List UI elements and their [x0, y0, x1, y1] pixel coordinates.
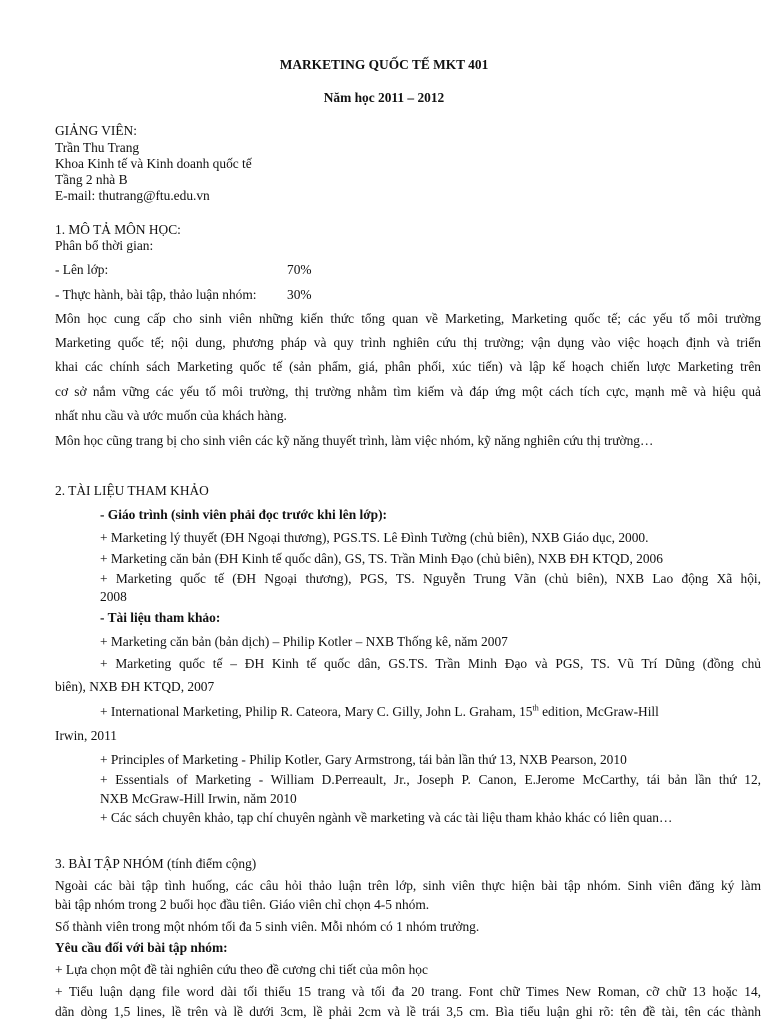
requirements-heading: Yêu cầu đối với bài tập nhóm: [55, 940, 228, 955]
reference-item: + Marketing quốc tế – ĐH Kinh tế quốc dân, GS.TS. Trần Minh Đạo và PGS, TS. Vũ Trí Dũng (đồng chủ [100, 656, 761, 671]
reference-item-cont: biên), NXB ĐH KTQD, 2007 [55, 679, 215, 694]
description-line: Marketing quốc tế; nội dung, phương pháp và quy trình nghiên cứu thị trường; vận dụng vào việc hoạch định và triển [55, 335, 761, 350]
requirement-item: + Lựa chọn một đề tài nghiên cứu theo đề cương chi tiết của môn học [55, 962, 428, 977]
section-1-heading: 1. MÔ TẢ MÔN HỌC: [55, 222, 181, 237]
textbook-heading: - Giáo trình (sinh viên phải đọc trước khi lên lớp): [100, 507, 387, 522]
allocation-label: - Lên lớp: [55, 262, 109, 277]
reference-item: + International Marketing, Philip R. Cateora, Mary C. Gilly, John L. Graham, 15th edition, McGraw-Hill [100, 703, 659, 719]
description-line: cơ sở nắm vững các yếu tố môi trường, thị trường nhằm tìm kiếm và đáp ứng một cách tích cực, mạnh mẽ và hiệu quả [55, 384, 761, 399]
lecturer-location: Tầng 2 nhà B [55, 172, 128, 187]
description-paragraph: Môn học cũng trang bị cho sinh viên các kỹ năng thuyết trình, làm việc nhóm, kỹ năng nghiên cứu thị trường… [55, 433, 654, 448]
description-line: Môn học cung cấp cho sinh viên những kiến thức tổng quan về Marketing, Marketing quốc tế; các yếu tố môi trường [55, 311, 761, 326]
reference-item: + Principles of Marketing - Philip Kotler, Gary Armstrong, tái bản lần thứ 13, NXB Pearson, 2010 [100, 752, 627, 767]
group-text-line: Số thành viên trong một nhóm tối đa 5 sinh viên. Mỗi nhóm có 1 nhóm trưởng. [55, 919, 480, 934]
textbook-item: + Marketing căn bản (ĐH Kinh tế quốc dân), GS, TS. Trần Minh Đạo (chủ biên), NXB ĐH KTQD, 2006 [100, 551, 663, 566]
allocation-value: 30% [287, 287, 312, 302]
textbook-item-cont: 2008 [100, 589, 127, 604]
reference-item: + Marketing căn bản (bản dịch) – Philip Kotler – NXB Thống kê, năm 2007 [100, 634, 508, 649]
textbook-item: + Marketing lý thuyết (ĐH Ngoại thương), PGS.TS. Lê Đình Tường (chủ biên), NXB Giáo dục, 2000. [100, 530, 649, 545]
description-line: nhất nhu cầu và ước muốn của khách hàng. [55, 408, 287, 423]
section-3-heading: 3. BÀI TẬP NHÓM (tính điểm cộng) [55, 856, 257, 871]
reference-item-cont: NXB McGraw-Hill Irwin, năm 2010 [100, 791, 297, 806]
reference-item-cont: Irwin, 2011 [55, 728, 117, 743]
references-heading: - Tài liệu tham khảo: [100, 610, 221, 625]
description-line: khai các chính sách Marketing quốc tế (sản phẩm, giá, phân phối, xúc tiến) và lập kế hoạch chiến lược Marketing trên [55, 359, 761, 374]
lecturer-heading: GIẢNG VIÊN: [55, 123, 137, 138]
lecturer-name: Trần Thu Trang [55, 140, 140, 155]
reference-item: + Essentials of Marketing - William D.Perreault, Jr., Joseph P. Canon, E.Jerome McCarthy, tái bản lần thứ 12, [100, 772, 761, 787]
group-text-line: Ngoài các bài tập tình huống, các câu hỏi thảo luận trên lớp, sinh viên thực hiện bài tập nhóm. Sinh viên đăng ký làm [55, 878, 761, 893]
allocation-label: - Thực hành, bài tập, thảo luận nhóm: [55, 287, 257, 302]
allocation-value: 70% [287, 262, 312, 277]
textbook-item: + Marketing quốc tế (ĐH Ngoại thương), PGS, TS. Nguyễn Trung Vãn (chủ biên), NXB Lao động Xã hội, [100, 571, 761, 586]
time-allocation-label: Phân bổ thời gian: [55, 238, 154, 253]
lecturer-department: Khoa Kinh tế và Kinh doanh quốc tế [55, 156, 252, 171]
lecturer-email: E-mail: thutrang@ftu.edu.vn [55, 188, 210, 203]
course-title: MARKETING QUỐC TẾ MKT 401 [279, 57, 489, 72]
reference-item: + Các sách chuyên khảo, tạp chí chuyên ngành về marketing và các tài liệu tham khảo khác có liên quan… [100, 810, 673, 825]
section-2-heading: 2. TÀI LIỆU THAM KHẢO [55, 483, 209, 498]
group-text-line: bài tập nhóm trong 2 buổi học đầu tiên. Giáo viên chỉ chọn 4-5 nhóm. [55, 897, 430, 912]
academic-year: Năm học 2011 – 2012 [323, 90, 445, 105]
requirement-item-cont: dãn dòng 1,5 lines, lề trên và lề dưới 3cm, lề phải 2cm và lề trái 3,5 cm. Bìa tiểu luận ghi rõ: tên đề tài, tên các thành [55, 1004, 761, 1019]
requirement-item: + Tiểu luận dạng file word dài tối thiểu 15 trang và tối đa 20 trang. Font chữ Times New Roman, cỡ chữ 13 hoặc 14, [55, 984, 761, 999]
